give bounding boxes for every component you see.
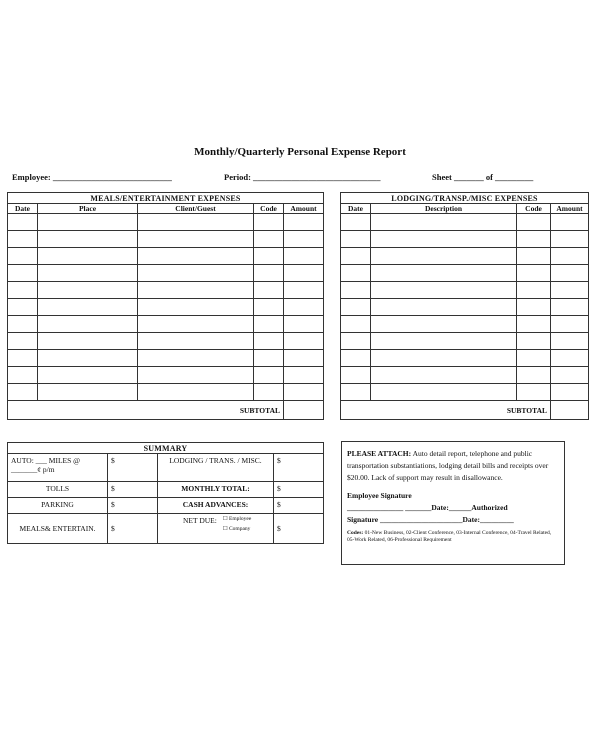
meals-col-header: Code bbox=[254, 204, 284, 214]
sheet-field[interactable]: Sheet _______ of _________ bbox=[432, 172, 534, 182]
meals-summary-label: MEALS& ENTERTAIN. bbox=[8, 514, 108, 544]
codes-label: Codes: bbox=[347, 530, 364, 536]
meals-row bbox=[8, 265, 324, 282]
meals-cell[interactable] bbox=[38, 316, 138, 333]
meals-cell[interactable] bbox=[138, 333, 254, 350]
lodging-cell[interactable] bbox=[371, 350, 517, 367]
lodging-cell[interactable] bbox=[551, 265, 589, 282]
lodging-cell[interactable] bbox=[517, 316, 551, 333]
authorized-signature-line[interactable]: Signature ______________________Date:_________ bbox=[347, 515, 514, 524]
meals-cell[interactable] bbox=[284, 333, 324, 350]
meals-cell[interactable] bbox=[284, 384, 324, 401]
parking-label: PARKING bbox=[8, 498, 108, 514]
meals-cell[interactable] bbox=[38, 350, 138, 367]
meals-cell[interactable] bbox=[254, 231, 284, 248]
lodging-cell[interactable] bbox=[371, 231, 517, 248]
meals-cell[interactable] bbox=[138, 248, 254, 265]
lodging-cell[interactable] bbox=[341, 265, 371, 282]
meals-cell[interactable] bbox=[254, 248, 284, 265]
meals-cell[interactable] bbox=[254, 299, 284, 316]
meals-row bbox=[8, 384, 324, 401]
auto-amount[interactable]: $ bbox=[108, 454, 158, 482]
meals-cell[interactable] bbox=[38, 265, 138, 282]
lodging-cell[interactable] bbox=[371, 248, 517, 265]
meals-cell[interactable] bbox=[38, 333, 138, 350]
meals-cell[interactable] bbox=[8, 333, 38, 350]
meals-cell[interactable] bbox=[284, 231, 324, 248]
lodging-cell[interactable] bbox=[517, 367, 551, 384]
lodging-cell[interactable] bbox=[551, 384, 589, 401]
meals-cell[interactable] bbox=[38, 214, 138, 231]
lodging-cell[interactable] bbox=[371, 265, 517, 282]
meals-cell[interactable] bbox=[138, 299, 254, 316]
meals-cell[interactable] bbox=[138, 282, 254, 299]
lodging-cell[interactable] bbox=[371, 316, 517, 333]
lodging-cell[interactable] bbox=[341, 384, 371, 401]
lodging-row bbox=[341, 299, 589, 316]
lodging-row bbox=[341, 248, 589, 265]
meals-cell[interactable] bbox=[284, 282, 324, 299]
meals-col-header: Place bbox=[38, 204, 138, 214]
meals-cell[interactable] bbox=[38, 299, 138, 316]
meals-col-header: Client/Guest bbox=[138, 204, 254, 214]
meals-row bbox=[8, 214, 324, 231]
meals-cell[interactable] bbox=[38, 282, 138, 299]
lodging-cell[interactable] bbox=[341, 231, 371, 248]
lodging-summary-amount[interactable]: $ bbox=[274, 454, 324, 482]
meals-row bbox=[8, 333, 324, 350]
meals-cell[interactable] bbox=[8, 248, 38, 265]
cash-advances-amount[interactable]: $ bbox=[274, 498, 324, 514]
lodging-row bbox=[341, 265, 589, 282]
lodging-cell[interactable] bbox=[551, 333, 589, 350]
employee-field[interactable]: Employee: ____________________________ bbox=[12, 172, 172, 182]
meals-row bbox=[8, 231, 324, 248]
net-due-amount[interactable]: $ bbox=[274, 514, 324, 544]
meals-cell[interactable] bbox=[8, 367, 38, 384]
lodging-col-header: Code bbox=[517, 204, 551, 214]
cash-advances-label: CASH ADVANCES: bbox=[158, 498, 274, 514]
meals-col-header: Date bbox=[8, 204, 38, 214]
meals-cell[interactable] bbox=[8, 316, 38, 333]
summary-table bbox=[7, 442, 324, 544]
meals-row bbox=[8, 299, 324, 316]
lodging-cell[interactable] bbox=[341, 367, 371, 384]
meals-subtotal-label: SUBTOTAL bbox=[8, 401, 284, 420]
meals-cell[interactable] bbox=[254, 316, 284, 333]
meals-cell[interactable] bbox=[8, 265, 38, 282]
meals-cell[interactable] bbox=[38, 384, 138, 401]
meals-cell[interactable] bbox=[254, 367, 284, 384]
lodging-col-header: Date bbox=[341, 204, 371, 214]
net-due-label: NET DUE: bbox=[183, 516, 217, 525]
lodging-cell[interactable] bbox=[371, 299, 517, 316]
lodging-cell[interactable] bbox=[341, 316, 371, 333]
lodging-col-header: Description bbox=[371, 204, 517, 214]
lodging-cell[interactable] bbox=[341, 214, 371, 231]
lodging-row bbox=[341, 384, 589, 401]
employee-checkbox[interactable]: ☐ Employee bbox=[222, 516, 252, 522]
lodging-cell[interactable] bbox=[517, 248, 551, 265]
meals-cell[interactable] bbox=[254, 384, 284, 401]
meals-cell[interactable] bbox=[8, 384, 38, 401]
lodging-cell[interactable] bbox=[517, 350, 551, 367]
employee-signature-label: Employee Signature bbox=[347, 491, 412, 500]
meals-table bbox=[7, 192, 324, 420]
monthly-total-label: MONTHLY TOTAL: bbox=[158, 482, 274, 498]
lodging-cell[interactable] bbox=[517, 265, 551, 282]
lodging-row bbox=[341, 282, 589, 299]
meals-row bbox=[8, 248, 324, 265]
lodging-cell[interactable] bbox=[551, 248, 589, 265]
meals-cell[interactable] bbox=[284, 316, 324, 333]
lodging-subtotal-label: SUBTOTAL bbox=[341, 401, 551, 420]
meals-cell[interactable] bbox=[38, 248, 138, 265]
lodging-subtotal-amount[interactable] bbox=[551, 401, 589, 420]
lodging-cell[interactable] bbox=[517, 282, 551, 299]
meals-cell[interactable] bbox=[38, 367, 138, 384]
lodging-cell[interactable] bbox=[551, 350, 589, 367]
attach-heading: PLEASE ATTACH: bbox=[347, 449, 412, 458]
lodging-col-header: Amount bbox=[551, 204, 589, 214]
lodging-summary-label: LODGING / TRANS. / MISC. bbox=[158, 454, 274, 482]
lodging-cell[interactable] bbox=[341, 248, 371, 265]
lodging-cell[interactable] bbox=[517, 384, 551, 401]
meals-cell[interactable] bbox=[284, 248, 324, 265]
meals-cell[interactable] bbox=[8, 299, 38, 316]
lodging-table bbox=[340, 192, 589, 420]
meals-cell[interactable] bbox=[284, 265, 324, 282]
tolls-amount[interactable]: $ bbox=[108, 482, 158, 498]
meals-subtotal-amount[interactable] bbox=[284, 401, 324, 420]
meals-cell[interactable] bbox=[284, 214, 324, 231]
meals-row bbox=[8, 350, 324, 367]
lodging-row bbox=[341, 367, 589, 384]
lodging-cell[interactable] bbox=[371, 333, 517, 350]
lodging-row bbox=[341, 316, 589, 333]
auto-miles-field[interactable]: AUTO: ___ MILES @ _______¢ p/m bbox=[8, 454, 108, 482]
lodging-row bbox=[341, 350, 589, 367]
lodging-row bbox=[341, 333, 589, 350]
meals-cell[interactable] bbox=[138, 384, 254, 401]
lodging-cell[interactable] bbox=[341, 350, 371, 367]
meals-cell[interactable] bbox=[38, 231, 138, 248]
codes-text: 01-New Business, 02-Client Conference, 03-Internal Conference, 04-Travel Related, 05-Work Related, 06-Professional Requirement bbox=[347, 530, 552, 543]
summary-caption: SUMMARY bbox=[8, 443, 324, 454]
meals-row bbox=[8, 282, 324, 299]
meals-caption: MEALS/ENTERTAINMENT EXPENSES bbox=[8, 193, 324, 204]
meals-cell[interactable] bbox=[284, 367, 324, 384]
meals-cell[interactable] bbox=[254, 333, 284, 350]
meals-cell[interactable] bbox=[254, 214, 284, 231]
meals-cell[interactable] bbox=[8, 231, 38, 248]
period-field[interactable]: Period: ______________________________ bbox=[224, 172, 381, 182]
lodging-cell[interactable] bbox=[371, 282, 517, 299]
meals-summary-amount[interactable]: $ bbox=[108, 514, 158, 544]
meals-row bbox=[8, 367, 324, 384]
lodging-cell[interactable] bbox=[551, 367, 589, 384]
lodging-row bbox=[341, 231, 589, 248]
lodging-cell[interactable] bbox=[517, 333, 551, 350]
employee-signature-line[interactable]: _______________ _______Date:______Authorized bbox=[347, 503, 508, 512]
meals-cell[interactable] bbox=[254, 265, 284, 282]
company-checkbox[interactable]: ☐ Company bbox=[222, 526, 251, 532]
meals-cell[interactable] bbox=[284, 299, 324, 316]
lodging-cell[interactable] bbox=[517, 231, 551, 248]
meals-cell[interactable] bbox=[138, 350, 254, 367]
lodging-cell[interactable] bbox=[341, 299, 371, 316]
lodging-cell[interactable] bbox=[341, 282, 371, 299]
attach-text: Auto detail report, telephone and public transportation substantiations, lodging detail bills and receipts over $20.00. Lack of support may result in disallowance. bbox=[347, 449, 549, 482]
tolls-label: TOLLS bbox=[8, 482, 108, 498]
meals-cell[interactable] bbox=[254, 282, 284, 299]
lodging-cell[interactable] bbox=[371, 384, 517, 401]
lodging-cell[interactable] bbox=[551, 231, 589, 248]
meals-cell[interactable] bbox=[284, 350, 324, 367]
lodging-caption: LODGING/TRANSP./MISC EXPENSES bbox=[341, 193, 589, 204]
meals-cell[interactable] bbox=[138, 367, 254, 384]
meals-cell[interactable] bbox=[138, 214, 254, 231]
lodging-cell[interactable] bbox=[371, 367, 517, 384]
monthly-total-amount[interactable]: $ bbox=[274, 482, 324, 498]
lodging-cell[interactable] bbox=[551, 316, 589, 333]
meals-cell[interactable] bbox=[254, 350, 284, 367]
parking-amount[interactable]: $ bbox=[108, 498, 158, 514]
lodging-cell[interactable] bbox=[341, 333, 371, 350]
lodging-row bbox=[341, 214, 589, 231]
meals-col-header: Amount bbox=[284, 204, 324, 214]
meals-cell[interactable] bbox=[138, 231, 254, 248]
lodging-cell[interactable] bbox=[517, 214, 551, 231]
lodging-cell[interactable] bbox=[517, 299, 551, 316]
lodging-cell[interactable] bbox=[371, 214, 517, 231]
lodging-cell[interactable] bbox=[551, 299, 589, 316]
meals-row bbox=[8, 316, 324, 333]
meals-cell[interactable] bbox=[8, 350, 38, 367]
meals-cell[interactable] bbox=[8, 282, 38, 299]
meals-cell[interactable] bbox=[138, 316, 254, 333]
meals-cell[interactable] bbox=[138, 265, 254, 282]
page-title: Monthly/Quarterly Personal Expense Report bbox=[194, 146, 406, 158]
net-due-cell bbox=[158, 514, 274, 544]
attach-box bbox=[341, 441, 565, 565]
meals-cell[interactable] bbox=[8, 214, 38, 231]
lodging-cell[interactable] bbox=[551, 282, 589, 299]
lodging-cell[interactable] bbox=[551, 214, 589, 231]
